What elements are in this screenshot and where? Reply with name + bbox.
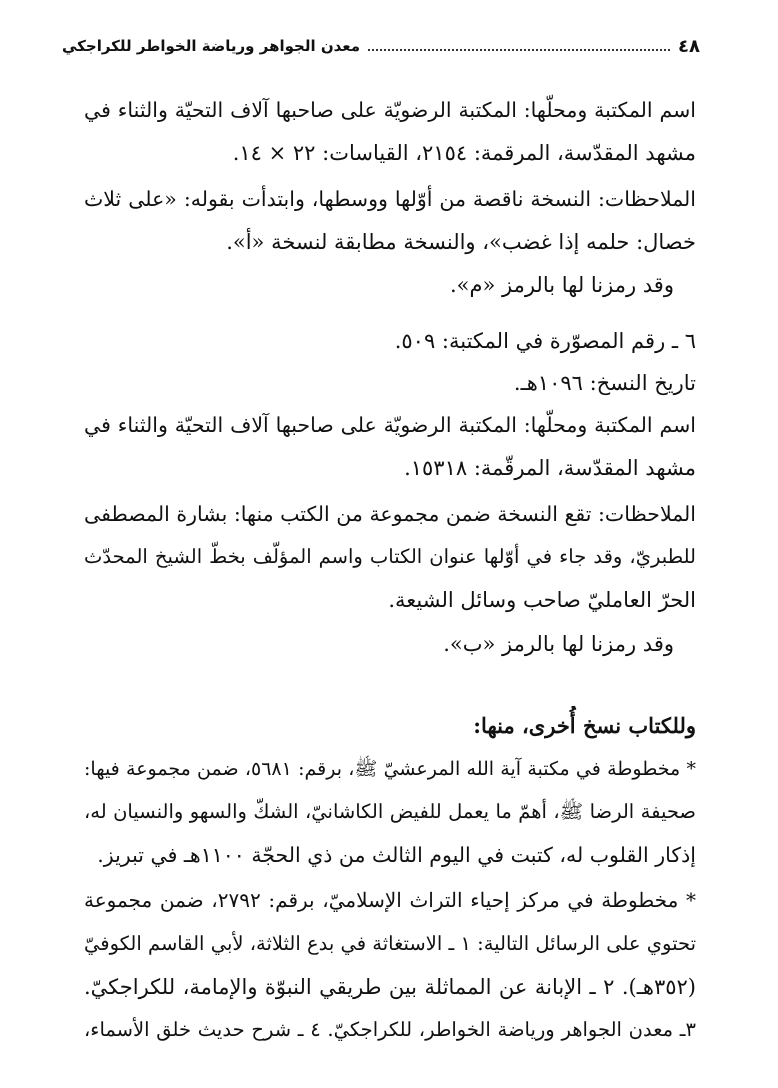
- text-line: * مخطوطة في مكتبة آية الله المرعشيّ ﷺ، برقم: ٥٦٨١، ضمن مجموعة فيها:: [84, 758, 696, 780]
- page-number: ٤٨: [678, 35, 700, 57]
- text-line: (٣٥٢هـ). ٢ ـ الإبانة عن المماثلة بين طريقي النبوّة والإمامة، للكراجكيّ.: [84, 975, 696, 999]
- text-line: خصال: حلمه إذا غضب»، والنسخة مطابقة لنسخة «أ».: [226, 230, 696, 254]
- book-title: معدن الجواهر ورياضة الخواطر للكراجكي: [62, 37, 361, 55]
- text-line: اسم المكتبة ومحلّها: المكتبة الرضويّة على صاحبها آلاف التحيّة والثناء في: [84, 413, 696, 437]
- text-line: الملاحظات: النسخة ناقصة من أوّلها ووسطها، وابتدأت بقوله: «على ثلاث: [84, 187, 696, 211]
- leader-dots: [368, 49, 670, 51]
- text-line: مشهد المقدّسة، المرقّمة: ١٥٣١٨.: [404, 456, 696, 480]
- text-line: صحيفة الرضا ﷺ، أهمّ ما يعمل للفيض الكاشانيّ، الشكّ والسهو والنسيان له،: [84, 800, 696, 823]
- text-line: إذكار القلوب له، كتبت في اليوم الثالث من ذي الحجّة ١١٠٠هـ في تبريز.: [97, 843, 696, 867]
- text-line: مشهد المقدّسة، المرقمة: ٢١٥٤، القياسات: ٢٢ × ١٤.: [232, 141, 696, 165]
- text-line: الحرّ العامليّ صاحب وسائل الشيعة.: [388, 588, 696, 612]
- text-line: ٣ـ معدن الجواهر ورياضة الخواطر، للكراجكيّ. ٤ ـ شرح حديث خلق الأسماء،: [84, 1018, 696, 1041]
- text-line: وقد رمزنا لها بالرمز «ب».: [443, 632, 674, 656]
- text-line: الملاحظات: تقع النسخة ضمن مجموعة من الكتب منها: بشارة المصطفى: [84, 502, 696, 526]
- text-line: وقد رمزنا لها بالرمز «م».: [449, 273, 674, 297]
- text-line: اسم المكتبة ومحلّها: المكتبة الرضويّة على صاحبها آلاف التحيّة والثناء في: [84, 98, 696, 122]
- running-head: [62, 30, 700, 62]
- text-line: للطبريّ، وقد جاء في أوّلها عنوان الكتاب واسم المؤلّف بخطّ الشيخ المحدّث: [84, 545, 696, 568]
- text-line: تاريخ النسخ: ١٠٩٦هـ.: [513, 371, 696, 395]
- text-line: تحتوي على الرسائل التالية: ١ ـ الاستغاثة في بدع الثلاثة، لأبي القاسم الكوفيّ: [84, 932, 696, 955]
- text-line: * مخطوطة في مركز إحياء التراث الإسلاميّ، برقم: ٢٧٩٢، ضمن مجموعة: [84, 888, 696, 912]
- text-line: ٦ ـ رقم المصوّرة في المكتبة: ٥٠٩.: [394, 329, 696, 353]
- section-heading: وللكتاب نسخ أُخرى، منها:: [473, 713, 696, 738]
